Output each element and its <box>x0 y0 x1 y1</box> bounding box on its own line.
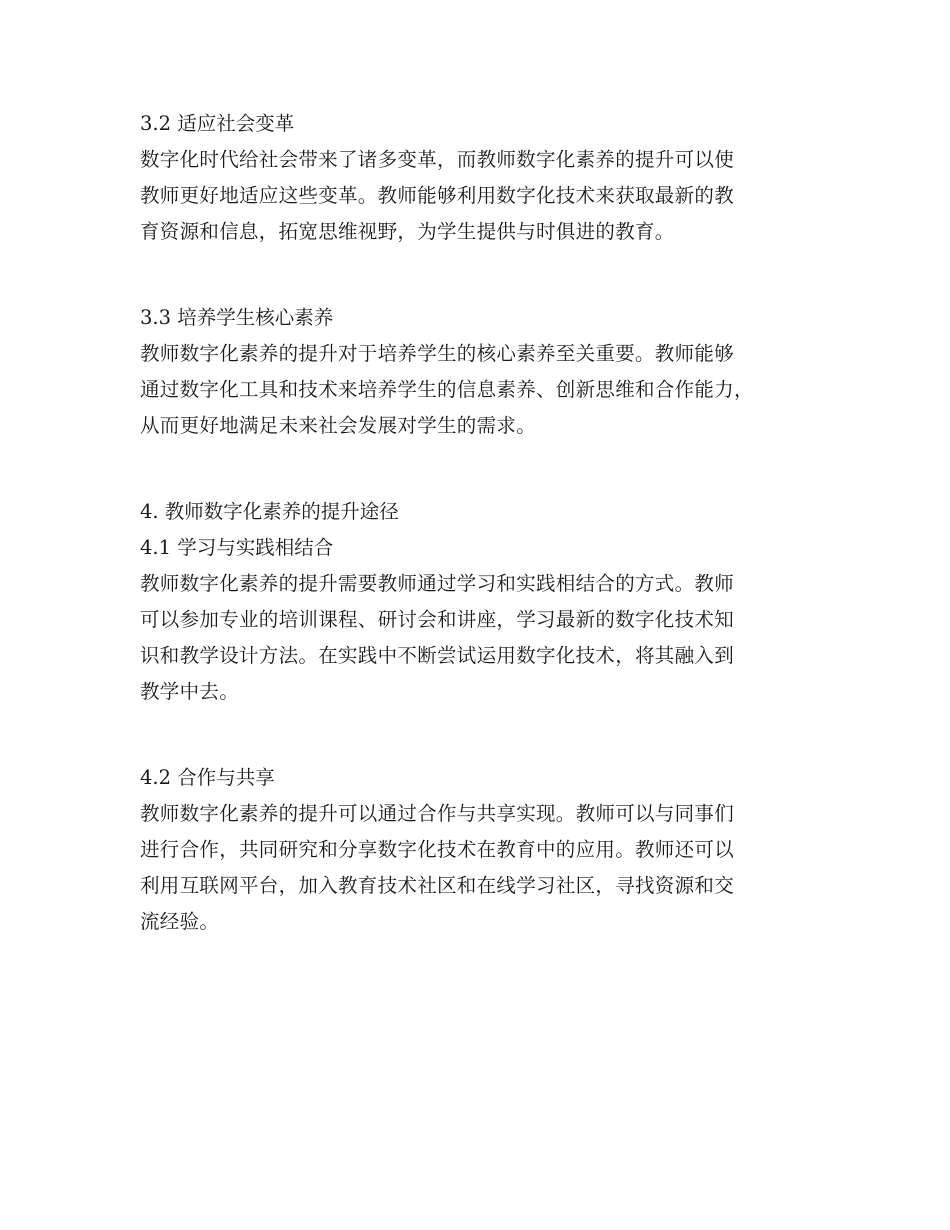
section-spacer <box>140 710 840 760</box>
chapter-heading: 4. 教师数字化素养的提升途径 <box>140 500 399 523</box>
paragraph-line: 育资源和信息，拓宽思维视野，为学生提供与时俱进的教育。 <box>140 220 675 243</box>
paragraph-line: 教师更好地适应这些变革。教师能够利用数字化技术来获取最新的教 <box>140 184 735 207</box>
paragraph-line: 识和教学设计方法。在实践中不断尝试运用数字化技术，将其融入到 <box>140 644 735 667</box>
paragraph-line: 数字化时代给社会带来了诸多变革，而教师数字化素养的提升可以使 <box>140 148 735 171</box>
paragraph-line: 从而更好地满足未来社会发展对学生的需求。 <box>140 414 537 437</box>
paragraph-line: 利用互联网平台，加入教育技术社区和在线学习社区，寻找资源和交 <box>140 874 735 897</box>
section-3-3 <box>140 300 840 444</box>
paragraph-line: 教学中去。 <box>140 680 240 703</box>
paragraph-line: 教师数字化素养的提升对于培养学生的核心素养至关重要。教师能够 <box>140 342 735 365</box>
paragraph-line: 进行合作，共同研究和分享数字化技术在教育中的应用。教师还可以 <box>140 838 735 861</box>
section-heading: 3.2 适应社会变革 <box>140 112 295 135</box>
section-3-2 <box>140 106 840 250</box>
section-spacer <box>140 250 840 300</box>
paragraph-line: 教师数字化素养的提升需要教师通过学习和实践相结合的方式。教师 <box>140 572 735 595</box>
section-heading: 4.1 学习与实践相结合 <box>140 536 334 559</box>
paragraph-line: 流经验。 <box>140 910 220 933</box>
section-4-2 <box>140 760 840 940</box>
paragraph-line: 通过数字化工具和技术来培养学生的信息素养、创新思维和合作能力， <box>140 378 754 401</box>
section-4-1 <box>140 494 840 710</box>
section-spacer <box>140 444 840 494</box>
section-heading: 3.3 培养学生核心素养 <box>140 306 334 329</box>
section-heading: 4.2 合作与共享 <box>140 766 275 789</box>
paragraph-line: 教师数字化素养的提升可以通过合作与共享实现。教师可以与同事们 <box>140 802 735 825</box>
document-body <box>140 106 840 940</box>
paragraph-line: 可以参加专业的培训课程、研讨会和讲座，学习最新的数字化技术知 <box>140 608 735 631</box>
